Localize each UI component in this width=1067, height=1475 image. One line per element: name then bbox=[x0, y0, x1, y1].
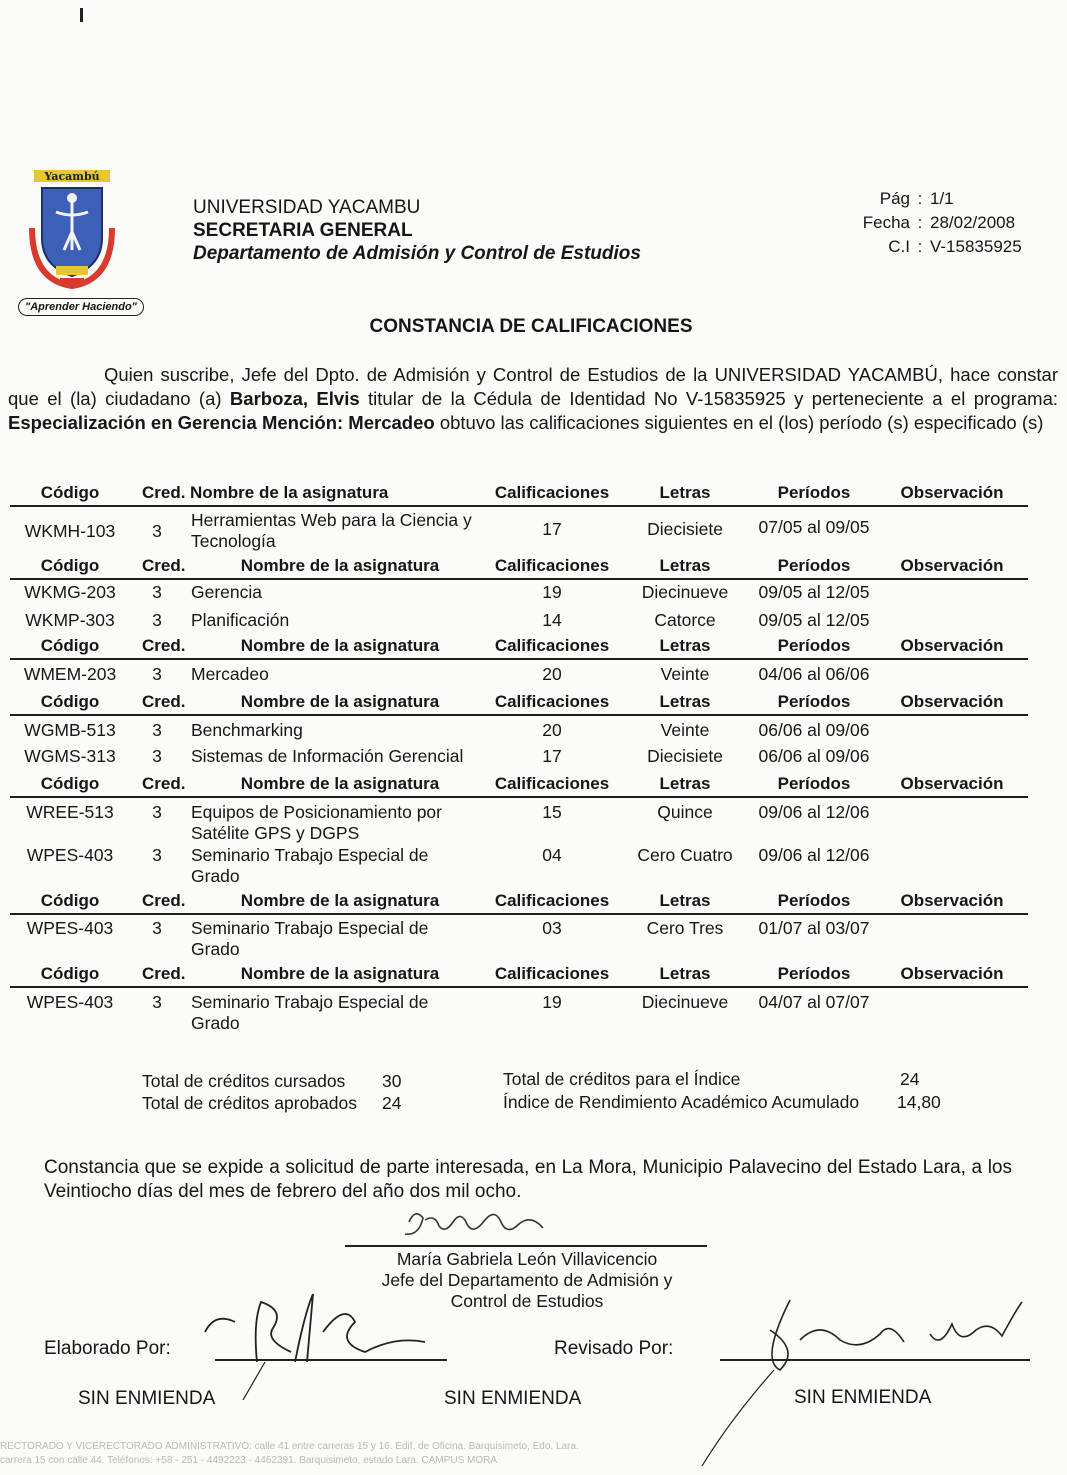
program-name: Especialización en Gerencia Mención: Mercadeo bbox=[8, 412, 435, 433]
page-number: Pág : 1/1 bbox=[838, 187, 954, 211]
total-creditos-indice-value: 24 bbox=[900, 1069, 920, 1089]
indice-rendimiento-value: 14,80 bbox=[897, 1092, 941, 1112]
table-header: Código Cred. Nombre de la asignatura Calificaciones Letras Períodos Observación bbox=[40, 891, 1004, 910]
logo-wordmark: Yacambú bbox=[44, 170, 100, 183]
secretaria-general: SECRETARIA GENERAL bbox=[193, 220, 413, 241]
footer-address: RECTORADO Y VICERECTORADO ADMINISTRATIVO: calle 41 entre carreras 15 y 16. Edif. de Oficina. Barquisimeto, Edo. Lara. carrera 15 con calle 44. Teléfonos: +58 - 251 - 4492223 - 4462391. Barquisimeto, estado Lara. CAMPUS MORA bbox=[0, 1441, 579, 1466]
university-motto: "Aprender Haciendo" bbox=[18, 298, 144, 316]
signatory-signature bbox=[395, 1200, 565, 1250]
table-header: Código Cred. Nombre de la asignatura Calificaciones Letras Períodos Observación bbox=[40, 964, 1004, 983]
table-header: Código Cred. Nombre de la asignatura Calificaciones Letras Períodos Observación bbox=[40, 636, 1004, 655]
signatory-name: María Gabriela León Villavicencio bbox=[396, 1249, 658, 1269]
total-creditos-indice: Total de créditos para el Índice bbox=[503, 1069, 741, 1089]
table-header: Código Cred. Nombre de la asignatura Calificaciones Letras Períodos Observación bbox=[40, 483, 1004, 502]
document-title: CONSTANCIA DE CALIFICACIONES bbox=[369, 316, 693, 337]
elaborado-signature bbox=[195, 1282, 455, 1402]
date-label: Fecha bbox=[862, 213, 910, 232]
scan-mark bbox=[80, 8, 83, 22]
table-header: Código Cred. Nombre de la asignatura Calificaciones Letras Períodos Observación bbox=[40, 774, 1004, 793]
student-name: Barboza, Elvis bbox=[229, 388, 360, 409]
total-creditos-aprobados-value: 24 bbox=[382, 1093, 402, 1113]
department-name: Departamento de Admisión y Control de Estudios bbox=[193, 243, 641, 264]
total-creditos-cursados: Total de créditos cursados bbox=[142, 1071, 346, 1091]
date-value: 28/02/2008 bbox=[930, 213, 1016, 232]
sin-enmienda-3: SIN ENMIENDA bbox=[794, 1387, 932, 1408]
elaborado-por-label: Elaborado Por: bbox=[44, 1338, 171, 1359]
university-name: UNIVERSIDAD YACAMBU bbox=[193, 197, 421, 218]
signatory-role-2: Control de Estudios bbox=[450, 1291, 604, 1311]
table-header: Código Cred. Nombre de la asignatura Calificaciones Letras Períodos Observación bbox=[40, 556, 1004, 575]
sin-enmienda-2: SIN ENMIENDA bbox=[444, 1388, 582, 1409]
table-header: Código Cred. Nombre de la asignatura Calificaciones Letras Períodos Observación bbox=[40, 692, 1004, 711]
signatory-role: Jefe del Departamento de Admisión y bbox=[381, 1270, 673, 1290]
university-crest-logo bbox=[22, 168, 122, 293]
intro-paragraph: Quien suscribe, Jefe del Dpto. de Admisión y Control de Estudios de la UNIVERSIDAD YACAMBÚ, hace constar que el (la) ciudadano (a) Barboza, Elvis titular de la Cédula de Identidad No V-15835925 y perteneciente a el programa: Especialización en Gerencia Mención: Mercadeo obtuvo las calificaciones siguientes en el (los) período (s) especificado (s) bbox=[8, 364, 1059, 433]
closing-paragraph: Constancia que se expide a solicitud de parte interesada, en La Mora, Municipio Palavecino del Estado Lara, a los Veintiocho días del mes de febrero del año dos mil ocho. bbox=[44, 1157, 1012, 1202]
ci-label: C.I bbox=[888, 237, 910, 256]
revisado-por-label: Revisado Por: bbox=[554, 1338, 674, 1359]
document-date: Fecha : 28/02/2008 bbox=[838, 211, 1015, 235]
sin-enmienda-1: SIN ENMIENDA bbox=[78, 1388, 216, 1409]
ci-value: V-15835925 bbox=[930, 237, 1022, 256]
total-creditos-aprobados: Total de créditos aprobados bbox=[142, 1093, 357, 1113]
indice-rendimiento: Índice de Rendimiento Académico Acumulado bbox=[503, 1092, 860, 1112]
identity-number: C.I : V-15835925 bbox=[838, 235, 1022, 259]
total-creditos-cursados-value: 30 bbox=[382, 1071, 402, 1091]
page-label: Pág bbox=[879, 189, 910, 208]
page-value: 1/1 bbox=[930, 189, 954, 208]
